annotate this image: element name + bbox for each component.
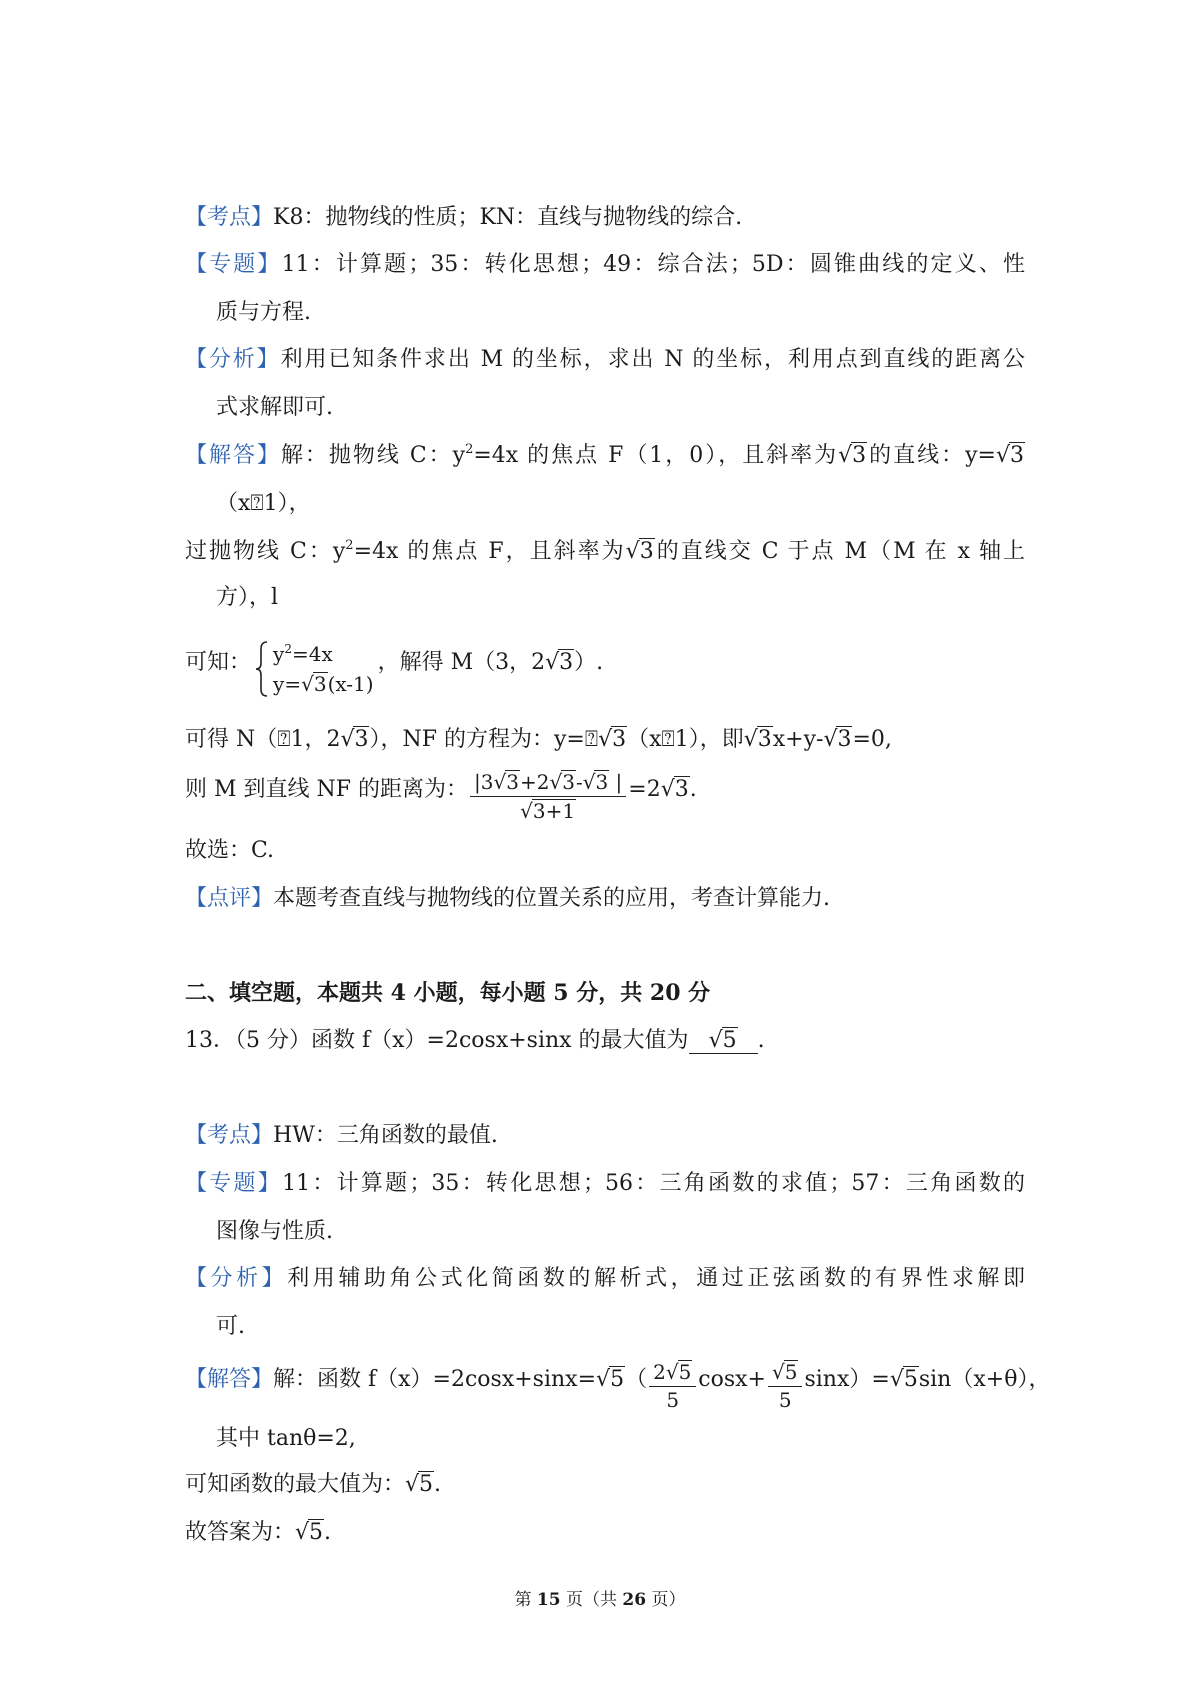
fenxi-text: 利用已知条件求出 M 的坐标，求出 N 的坐标，利用点到直线的距离公 <box>280 347 1025 372</box>
jieda-text: 可得 N（⍰1，2 <box>185 727 341 752</box>
q12-fenxi-line-2 <box>216 393 1025 423</box>
sqrt <box>583 770 609 793</box>
sqrt <box>520 799 576 822</box>
numerator-text: - <box>575 769 583 794</box>
dianping-text: 本题考查直线与抛物线的位置关系的应用，考查计算能力. <box>273 886 831 911</box>
jieda-text: ），NF 的方程为：y=⍰ <box>369 727 599 752</box>
sqrt <box>996 442 1025 467</box>
jieda-text: x+y- <box>772 727 824 752</box>
q13-stem-end: . <box>757 1028 765 1053</box>
radicand: 3 <box>612 727 627 752</box>
radicand: 5 <box>784 1360 798 1384</box>
q12-dianping-line <box>185 884 1025 914</box>
sqrt <box>823 726 852 751</box>
q13-stem-text: 13．（5 分）函数 f（x）=2cosx+sinx 的最大值为 <box>185 1028 689 1053</box>
jieda-text: 其中 tanθ=2, <box>216 1426 356 1451</box>
radicand: 3 <box>562 769 575 794</box>
exponent: 2 <box>345 538 354 553</box>
sqrt <box>666 1360 692 1383</box>
q12-zhuanti-line-1 <box>185 250 1025 280</box>
zhuanti-text: 图像与性质. <box>216 1219 333 1244</box>
numerator-text: +2 <box>519 769 550 794</box>
radicand: 5 <box>678 1360 692 1384</box>
q13-kaodian-line <box>185 1121 1025 1151</box>
jieda-text: 可知函数的最大值为： <box>185 1472 406 1497</box>
jieda-text: . <box>689 777 697 802</box>
radicand: 3 <box>757 727 772 752</box>
dianping-tag: 【点评】 <box>185 886 274 911</box>
q12-jieda-line-2 <box>216 489 1025 519</box>
radicand: 5 <box>610 1367 625 1392</box>
jieda-text: ）. <box>574 650 604 675</box>
kaodian-tag: 【考点】 <box>185 1123 274 1148</box>
equation-row-2 <box>273 672 374 696</box>
jieda-text: =0, <box>852 727 892 752</box>
q13-jieda-line-2 <box>216 1424 1025 1454</box>
sqrt <box>596 1366 625 1391</box>
q12-jieda-line-4 <box>216 583 1025 613</box>
coefficient-fraction-2 <box>768 1360 802 1412</box>
radicand: 3 <box>852 443 867 468</box>
q12-jieda-line-6 <box>185 725 1025 755</box>
sqrt <box>340 726 369 751</box>
jieda-text: （ <box>625 1367 648 1392</box>
radicand: 3 <box>313 672 327 696</box>
fraction-numerator <box>470 770 626 797</box>
jieda-text: sin（x+θ）， <box>918 1367 1051 1392</box>
equation-rows <box>273 642 374 696</box>
jieda-text: =4x 的焦点 F，且斜率为 <box>353 539 626 564</box>
q12-jieda-line-1 <box>185 441 1025 471</box>
fenxi-text: 利用辅助角公式化简函数的解析式，通过正弦函数的有界性求解即 <box>287 1266 1025 1291</box>
radicand: 3 <box>674 777 689 802</box>
q13-zhuanti-line-2 <box>216 1217 1025 1247</box>
jieda-text: 可知： <box>185 650 252 675</box>
zhuanti-text: 11：计算题；35：转化思想；49：综合法；5D：圆锥曲线的定义、性 <box>281 252 1025 277</box>
jieda-text: 解：抛物线 C：y <box>280 443 466 468</box>
equation-row-1 <box>273 642 374 666</box>
fenxi-tag: 【分析】 <box>185 347 281 372</box>
numerator-text: |3 <box>474 769 494 794</box>
radicand: 3+1 <box>532 798 576 823</box>
fraction-denominator <box>516 797 580 823</box>
page-total: 26 <box>622 1590 647 1610</box>
jieda-text: . <box>324 1520 332 1545</box>
exponent: 2 <box>284 642 292 656</box>
zhuanti-tag: 【专题】 <box>185 252 282 277</box>
sqrt <box>295 1519 324 1544</box>
fenxi-text: 式求解即可. <box>216 395 333 420</box>
sqrt <box>598 726 627 751</box>
sqrt <box>772 1360 798 1383</box>
radicand: 3 <box>354 727 369 752</box>
radicand: 3 <box>1009 443 1024 468</box>
zhuanti-tag: 【专题】 <box>185 1171 283 1196</box>
radicand: 5 <box>722 1028 737 1053</box>
q12-kaodian-line <box>185 203 1025 233</box>
jieda-text: 解：函数 f（x）=2cosx+sinx= <box>273 1367 597 1392</box>
numerator-text: 2 <box>653 1360 666 1384</box>
equation-text: =4x <box>291 642 333 666</box>
kaodian-tag: 【考点】 <box>185 205 274 230</box>
sqrt <box>493 770 519 793</box>
sqrt <box>709 1027 738 1052</box>
jieda-text: 故选：C. <box>185 838 275 863</box>
footer-text: 页（共 <box>560 1590 623 1610</box>
sqrt <box>890 1366 919 1391</box>
kaodian-text: HW：三角函数的最值. <box>273 1123 498 1148</box>
radicand: 5 <box>309 1520 324 1545</box>
section-heading <box>185 978 1025 1008</box>
page-footer <box>0 1588 1200 1612</box>
sqrt <box>661 776 690 801</box>
jieda-tag: 【解答】 <box>185 443 281 468</box>
jieda-text: （x⍰1），即 <box>627 727 744 752</box>
fraction-denominator: 5 <box>666 1388 680 1412</box>
jieda-text: ，解得 M（3，2 <box>377 650 546 675</box>
footer-text: 页） <box>646 1590 686 1610</box>
q12-zhuanti-line-2 <box>216 298 1025 328</box>
jieda-tag: 【解答】 <box>185 1367 274 1392</box>
page-number: 15 <box>536 1590 561 1610</box>
equation-text: y <box>273 642 285 666</box>
q12-fenxi-line-1 <box>185 345 1025 375</box>
jieda-text: 的直线交 C 于点 M（M 在 x 轴上 <box>654 539 1025 564</box>
section-title: 二、填空题，本题共 4 小题，每小题 5 分，共 20 分 <box>185 980 711 1006</box>
equation-text: (x-1) <box>327 672 374 696</box>
radicand: 3 <box>559 650 574 675</box>
jieda-text: 故答案为： <box>185 1520 296 1545</box>
sqrt <box>744 726 773 751</box>
radicand: 5 <box>419 1472 434 1497</box>
q13-jieda-line-3 <box>185 1470 1025 1500</box>
fraction-denominator: 5 <box>778 1388 792 1412</box>
jieda-text: 则 M 到直线 NF 的距离为： <box>185 777 469 802</box>
q13-jieda-line-4 <box>185 1518 1025 1548</box>
radicand: 5 <box>903 1367 918 1392</box>
answer-blank <box>689 1027 758 1054</box>
fraction-numerator <box>649 1360 696 1387</box>
radicand: 3 <box>639 539 654 564</box>
jieda-text: cosx+ <box>698 1367 766 1392</box>
distance-fraction <box>470 770 626 823</box>
zhuanti-text: 11：计算题；35：转化思想；56：三角函数的求值；57：三角函数的 <box>282 1171 1025 1196</box>
sqrt <box>405 1471 434 1496</box>
coefficient-fraction-1 <box>649 1360 696 1412</box>
numerator-text: | <box>609 769 623 794</box>
equation-text: y= <box>273 672 302 696</box>
footer-text: 第 <box>514 1590 537 1610</box>
sqrt <box>545 649 574 674</box>
jieda-text: sinx）= <box>804 1367 890 1392</box>
q13-jieda-line-1 <box>185 1350 1051 1412</box>
jieda-text: . <box>434 1472 442 1497</box>
radicand: 3 <box>595 769 609 794</box>
q13-fenxi-line-1 <box>185 1264 1025 1294</box>
jieda-text: 的直线：y= <box>867 443 996 468</box>
jieda-text: 过抛物线 C：y <box>185 539 346 564</box>
zhuanti-text: 质与方程. <box>216 300 311 325</box>
sqrt <box>301 672 327 695</box>
jieda-text: =4x 的焦点 F（1，0），且斜率为 <box>473 443 839 468</box>
radicand: 3 <box>506 769 519 794</box>
q12-jieda-line-8 <box>185 836 1025 866</box>
radicand: 3 <box>837 727 852 752</box>
q13-stem <box>185 1026 1025 1056</box>
jieda-text: 方），l <box>216 585 279 610</box>
q12-jieda-line-5 <box>185 633 1025 696</box>
sqrt <box>626 538 655 563</box>
q12-jieda-line-3 <box>185 537 1025 567</box>
left-brace-icon <box>255 640 269 698</box>
equation-system <box>255 640 374 698</box>
sqrt <box>549 770 575 793</box>
sqrt <box>838 442 867 467</box>
fraction-numerator <box>768 1360 802 1387</box>
fenxi-text: 可. <box>216 1314 245 1339</box>
q12-jieda-line-7 <box>185 760 1025 823</box>
jieda-text: （x⍰1）， <box>216 491 311 516</box>
fenxi-tag: 【分析】 <box>185 1266 288 1291</box>
q13-zhuanti-line-1 <box>185 1169 1025 1199</box>
jieda-text: =2 <box>628 777 661 802</box>
q13-fenxi-line-2 <box>216 1312 1025 1342</box>
exponent: 2 <box>465 442 474 457</box>
kaodian-text: K8：抛物线的性质；KN：直线与抛物线的综合. <box>273 205 743 230</box>
